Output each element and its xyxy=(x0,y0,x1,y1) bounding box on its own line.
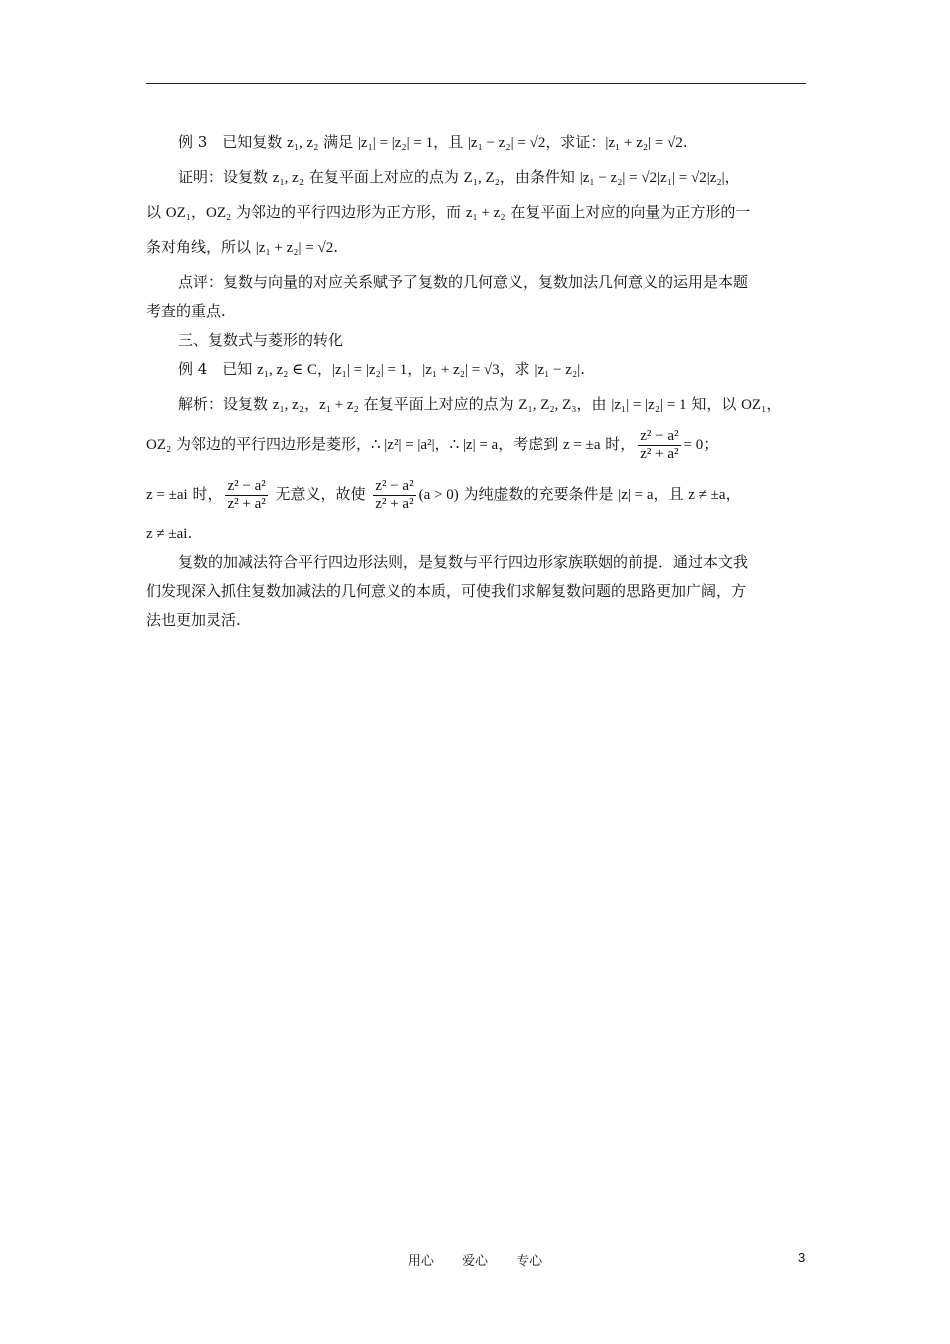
text-run: . xyxy=(187,524,193,542)
text-run: ，考虑到 xyxy=(498,435,563,453)
text-run: ； xyxy=(703,435,719,453)
math-expression: z ≠ ±ai xyxy=(146,526,188,542)
text-line xyxy=(146,469,810,519)
text-run: ， xyxy=(191,203,207,221)
text-run: . xyxy=(333,238,338,256)
text-run: 为邻边的平行四边形为正方形，而 xyxy=(231,203,466,221)
text-line xyxy=(146,606,810,635)
text-line xyxy=(146,355,810,384)
text-line xyxy=(146,297,810,326)
math-expression: z₁ + z₂ xyxy=(465,205,506,221)
text-line xyxy=(146,198,810,227)
math-expression: |z₁| = |z₂| = 1 xyxy=(332,362,408,378)
math-expression: OZ₁ xyxy=(741,397,767,413)
text-line xyxy=(146,268,810,297)
text-run: 知，以 xyxy=(686,395,742,413)
fraction-numerator: z² − a² xyxy=(375,477,414,494)
text-run: 满足 xyxy=(318,133,358,151)
text-run: 复数的加减法符合平行四边形法则，是复数与平行四边形家族联姻的前提．通过本文我 xyxy=(178,553,749,571)
text-run: ，求证： xyxy=(545,133,606,151)
text-run: 例 4 已知 xyxy=(178,360,258,378)
text-run: ， xyxy=(766,395,782,413)
text-run: 在复平面上对应的点为 xyxy=(304,168,464,186)
fraction-numerator: z² − a² xyxy=(640,427,679,444)
math-expression: |z₁ + z₂| = √2 xyxy=(255,240,334,256)
text-run: 法也更加灵活. xyxy=(146,611,241,629)
math-expression: z₁, z₂ xyxy=(272,397,305,413)
fraction xyxy=(225,478,267,513)
text-line xyxy=(146,577,810,606)
fraction-denominator: z² + a² xyxy=(227,495,266,512)
math-expression: Z₁, Z₂ xyxy=(463,170,500,186)
math-expression: ∴ |z²| = |a²| xyxy=(371,437,435,453)
text-run: . xyxy=(580,360,585,378)
text-run: 为邻边的平行四边形是菱形， xyxy=(171,435,372,453)
text-run: ， xyxy=(316,360,332,378)
page-number: 3 xyxy=(798,1250,806,1265)
text-run: 以 xyxy=(146,203,166,221)
math-expression: z₁, z₂ xyxy=(287,135,319,151)
footer-item: 专心 xyxy=(516,1254,543,1269)
page-footer xyxy=(0,1250,950,1269)
text-run: 例 3 已知复数 xyxy=(178,133,288,151)
math-expression: |z₁| = |z₂| = 1 xyxy=(611,397,687,413)
fraction-denominator: z² + a² xyxy=(375,495,414,512)
fraction xyxy=(638,428,680,463)
text-run: ，求 xyxy=(499,360,535,378)
math-expression: |z₁ − z₂| = √2 xyxy=(467,135,546,151)
math-expression: (a > 0) xyxy=(418,487,459,503)
text-run: ，由条件知 xyxy=(499,168,580,186)
math-expression: ∴ |z| = a xyxy=(449,437,499,453)
text-line xyxy=(146,163,810,192)
header-rule xyxy=(146,83,806,84)
math-expression: Z₁, Z₂, Z₃ xyxy=(518,397,577,413)
text-run: 三、复数式与菱形的转化 xyxy=(178,331,344,349)
text-run: 时， xyxy=(600,435,636,453)
text-run: 为纯虚数的充要条件是 xyxy=(458,485,619,503)
text-run: . xyxy=(682,133,688,151)
text-run: ，由 xyxy=(576,395,612,413)
text-run: ， xyxy=(434,435,450,453)
text-line xyxy=(146,519,810,548)
math-expression: |z₁ + z₂| = √3 xyxy=(422,362,500,378)
math-expression: z = ±ai xyxy=(146,487,188,503)
math-expression: OZ₂ xyxy=(206,205,232,221)
text-run: 在复平面上对应的向量为正方形的一 xyxy=(505,203,751,221)
text-run: 考查的重点. xyxy=(146,302,226,320)
text-run: ， xyxy=(725,485,741,503)
text-run: ， xyxy=(724,168,740,186)
document-body xyxy=(146,122,810,635)
math-expression: z₁ + z₂ xyxy=(319,397,359,413)
text-run: 在复平面上对应的点为 xyxy=(358,395,519,413)
text-line xyxy=(146,128,810,157)
math-expression: z = ±a xyxy=(562,437,601,453)
text-line xyxy=(146,390,810,419)
math-expression: = 0 xyxy=(683,437,704,453)
fraction xyxy=(373,478,415,513)
math-expression: z₁, z₂ ∈ C xyxy=(257,362,317,378)
fraction-denominator: z² + a² xyxy=(640,445,679,462)
math-expression: |z₁ + z₂| = √2 xyxy=(605,135,683,151)
math-expression: |z₁ − z₂| xyxy=(534,362,581,378)
math-expression: z ≠ ±a xyxy=(688,487,726,503)
text-line xyxy=(146,326,810,355)
text-run: ，且 xyxy=(653,485,689,503)
footer-item: 爱心 xyxy=(461,1254,488,1269)
text-line xyxy=(146,419,810,469)
math-expression: |z| = a xyxy=(618,487,654,503)
text-run: 解析：设复数 xyxy=(178,395,273,413)
text-run: ， xyxy=(407,360,423,378)
math-expression: OZ₁ xyxy=(165,205,192,221)
text-line xyxy=(146,548,810,577)
text-run: 时， xyxy=(187,485,223,503)
math-expression: z₁, z₂ xyxy=(272,170,305,186)
text-line xyxy=(146,233,810,262)
footer-item: 用心 xyxy=(407,1254,434,1269)
text-run: 证明：设复数 xyxy=(178,168,273,186)
text-run: ，且 xyxy=(433,133,468,151)
text-run: 无意义，故使 xyxy=(270,485,371,503)
text-run: 点评：复数与向量的对应关系赋予了复数的几何意义，复数加法几何意义的运用是本题 xyxy=(178,273,749,291)
fraction-numerator: z² − a² xyxy=(227,477,266,494)
math-expression: OZ₂ xyxy=(146,437,172,453)
text-run: 条对角线，所以 xyxy=(146,238,256,256)
math-expression: |z₁| = |z₂| = 1 xyxy=(357,135,434,151)
text-run: 们发现深入抓住复数加减法的几何意义的本质，可使我们求解复数问题的思路更加广阔，方 xyxy=(146,582,747,600)
math-expression: |z₁ − z₂| = √2|z₁| = √2|z₂| xyxy=(579,170,725,186)
text-run: ， xyxy=(304,395,320,413)
